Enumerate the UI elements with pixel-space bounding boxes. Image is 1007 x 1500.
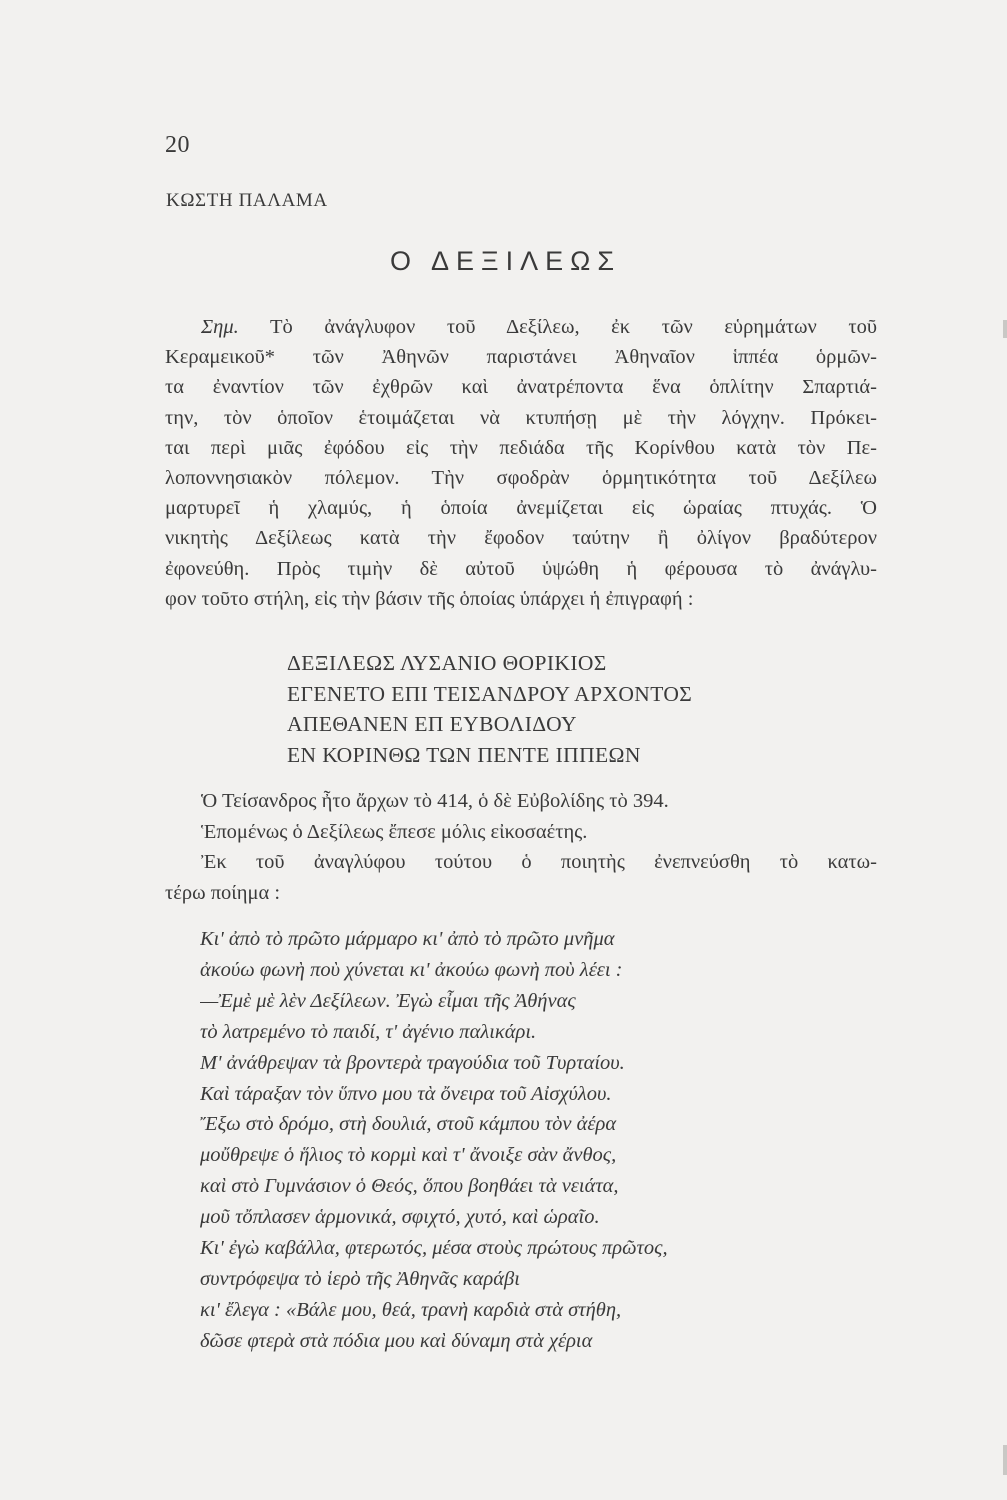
poem-title: Ο ΔΕΞΙΛΕΩΣ [390,246,622,276]
inscription-line: ΔΕΞΙΛΕΩΣ ΛΥΣΑΝΙΟ ΘΟΡΙΚΙΟΣ [287,651,607,675]
inscription-line: ΑΠΕΘΑΝΕΝ ΕΠ ΕΥΒΟΛΙΔΟΥ [287,712,577,736]
paragraph-line: Ἐκ τοῦ ἀναγλύφου τούτου ὁ ποιητὴς ἐνεπνεύσθη τὸ κατω- [201,851,877,873]
poem-body [200,924,880,1357]
inscription-line: ΕΝ ΚΟΡΙΝΘΩ ΤΩΝ ΠΕΝΤΕ ΙΠΠΕΩΝ [287,742,641,767]
note-line: νικητὴς Δεξίλεως κατὰ τὴν ἔφοδον ταύτην ἢ ὀλίγον βραδύτερον [165,527,877,550]
note-line: φον τοῦτο στήλη, εἰς τὴν βάσιν τῆς ὁποίας ὑπάρχει ἡ ἐπιγραφή : [165,587,694,610]
poem-verse: τὸ λατρεμένο τὸ παιδί, τ' ἀγένιο παλικάρι. [200,1020,537,1043]
poem-verse: μοῦ τὄπλασεν ἁρμονικά, σφιχτό, χυτό, καὶ ὡραῖο. [200,1206,600,1229]
stele-inscription [287,648,692,770]
editor-note [165,312,877,614]
running-header-author: ΚΩΣΤΗ ΠΑΛΑΜΑ [166,190,328,211]
paragraph-line: Ὁ Τείσανδρος ἦτο ἄρχων τὸ 414, ὁ δὲ Εὐβολίδης τὸ 394. [201,790,669,812]
note-line: μαρτυρεῖ ἡ χλαμύς, ἡ ὁποία ἀνεμίζεται εἰς ὡραίας πτυχάς. Ὁ [165,497,877,520]
poem-verse: μοὔθρεψε ὁ ἥλιος τὸ κορμὶ καὶ τ' ἄνοιξε σὰν ἄνθος, [200,1144,617,1167]
note-line: Κεραμεικοῦ* τῶν Ἀθηνῶν παριστάνει Ἀθηναῖον ἱππέα ὁρμῶν- [165,346,877,369]
poem-verse: Μ' ἀνάθρεψαν τὰ βροντερὰ τραγούδια τοῦ Τυρταίου. [200,1051,625,1074]
inscription-line: ΕΓΕΝΕΤΟ ΕΠΙ ΤΕΙΣΑΝΔΡΟΥ ΑΡΧΟΝΤΟΣ [287,681,693,706]
note-line: ἐφονεύθη. Πρὸς τιμὴν δὲ αὐτοῦ ὑψώθη ἡ φέρουσα τὸ ἀνάγλυ- [165,557,877,580]
poem-verse: ἀκούω φωνὴ ποὺ χύνεται κι' ἀκούω φωνὴ ποὺ λέει : [200,958,623,981]
note-line-text: Τὸ ἀνάγλυφον τοῦ Δεξίλεω, ἐκ τῶν εὑρημάτων τοῦ [238,316,877,338]
note-abbreviation: Σημ. [201,316,239,338]
note-line: τα ἐναντίον τῶν ἐχθρῶν καὶ ἀνατρέποντα ἕνα ὁπλίτην Σπαρτιά- [165,376,877,399]
poem-verse: καὶ στὸ Γυμνάσιον ὁ Θεός, ὅπου βοηθάει τὰ νειάτα, [200,1175,619,1198]
poem-verse: Κι' ἀπὸ τὸ πρῶτο μάρμαρο κι' ἀπὸ τὸ πρῶτο μνῆμα [200,928,615,950]
paragraph-line: Ἑπομένως ὁ Δεξίλεως ἔπεσε μόλις εἰκοσαέτης. [201,820,588,843]
note-line: ται περὶ μιᾶς ἐφόδου εἰς τὴν πεδιάδα τῆς Κορίνθου κατὰ τὸν Πε- [165,436,877,459]
post-inscription-text [165,786,877,908]
poem-verse: δῶσε φτερὰ στὰ πόδια μου καὶ δύναμη στὰ χέρια [200,1329,593,1352]
paragraph-line: τέρω ποίημα : [165,881,281,904]
poem-verse: Καὶ τάραξαν τὸν ὕπνο μου τὰ ὄνειρα τοῦ Αἰσχύλου. [200,1082,612,1105]
page-edge-mark [1003,1445,1007,1475]
poem-verse: Κι' ἐγὼ καβάλλα, φτερωτός, μέσα στοὺς πρώτους πρῶτος, [200,1237,668,1260]
note-line: λοποννησιακὸν πόλεμον. Τὴν σφοδρὰν ὁρμητικότητα τοῦ Δεξίλεω [165,467,877,490]
poem-verse: Ἔξω στὸ δρόμο, στὴ δουλιά, στοῦ κάμπου τὸν ἀέρα [200,1113,617,1136]
note-line [165,312,877,342]
page-number: 20 [165,132,190,158]
note-line: την, τὸν ὁποῖον ἑτοιμάζεται νὰ κτυπήσῃ μὲ τὴν λόγχην. Πρόκει- [165,406,877,429]
page-edge-mark [1003,320,1007,338]
poem-verse: —Ἐμὲ μὲ λὲν Δεξίλεων. Ἐγὼ εἶμαι τῆς Ἀθήνας [200,989,576,1012]
poem-verse: συντρόφεψα τὸ ἱερὸ τῆς Ἀθηνᾶς καράβι [200,1267,520,1290]
poem-verse: κι' ἔλεγα : «Βάλε μου, θεά, τρανὴ καρδιὰ στὰ στήθη, [200,1298,622,1321]
